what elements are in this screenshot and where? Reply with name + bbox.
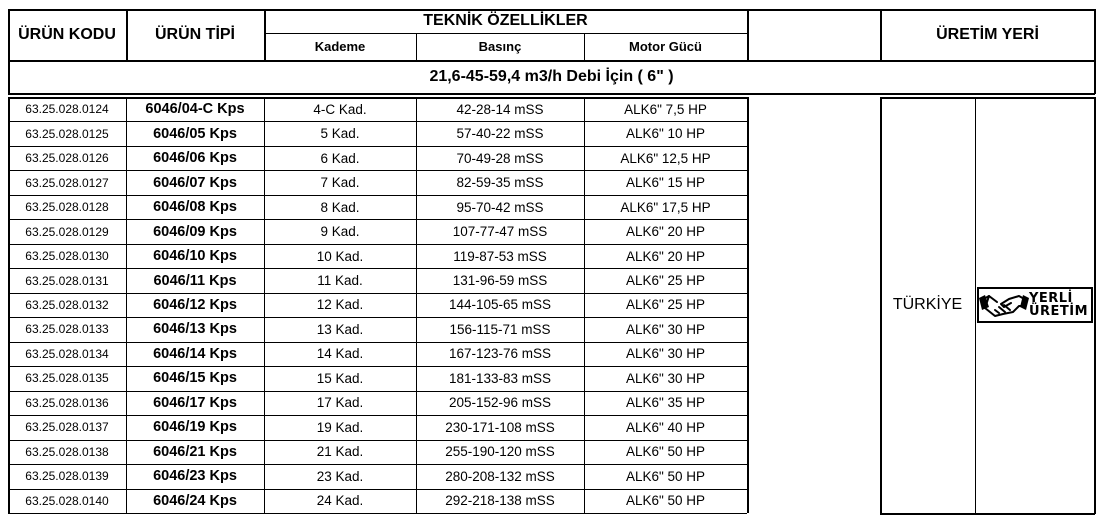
cell-code: 63.25.028.0134 <box>25 346 109 361</box>
cell-code: 63.25.028.0133 <box>25 322 109 337</box>
grid-vline <box>1094 9 1096 94</box>
grid-hline <box>8 317 747 318</box>
cell-code: 63.25.028.0130 <box>25 249 109 264</box>
cell-basinc: 107-77-47 mSS <box>452 224 548 240</box>
cell-basinc: 119-87-53 mSS <box>453 248 547 264</box>
cell-code: 63.25.028.0128 <box>25 200 109 215</box>
cell-type: 6046/23 Kps <box>153 468 237 485</box>
cell-motor: ALK6" 12,5 HP <box>620 150 711 166</box>
grid-hline <box>8 195 747 196</box>
cell-basinc: 131-96-59 mSS <box>452 273 548 289</box>
header-uretim-yeri: ÜRETİM YERİ <box>936 25 1039 43</box>
cell-type: 6046/06 Kps <box>153 150 237 167</box>
cell-kademe: 6 Kad. <box>320 150 360 166</box>
grid-vline <box>975 97 976 514</box>
cell-basinc: 82-59-35 mSS <box>456 175 544 191</box>
grid-hline <box>8 244 747 245</box>
grid-hline <box>8 464 747 465</box>
section-title: 21,6-45-59,4 m3/h Debi İçin ( 6" ) <box>429 68 674 85</box>
cell-motor: ALK6" 20 HP <box>625 224 706 240</box>
cell-motor: ALK6" 30 HP <box>625 346 706 362</box>
badge-line2: ÜRETİM <box>1028 304 1089 319</box>
grid-hline <box>8 170 747 171</box>
cell-type: 6046/24 Kps <box>153 492 237 509</box>
cell-type: 6046/14 Kps <box>153 345 237 362</box>
grid-hline <box>8 342 747 343</box>
cell-kademe: 19 Kad. <box>316 419 364 435</box>
grid-hline <box>8 146 747 147</box>
cell-code: 63.25.028.0136 <box>25 395 109 410</box>
cell-code: 63.25.028.0132 <box>25 297 109 312</box>
grid-vline <box>126 97 127 513</box>
cell-motor: ALK6" 17,5 HP <box>620 199 711 215</box>
cell-motor: ALK6" 7,5 HP <box>624 101 707 117</box>
cell-motor: ALK6" 25 HP <box>625 297 706 313</box>
cell-type: 6046/11 Kps <box>153 272 237 289</box>
grid-hline <box>8 268 747 269</box>
cell-kademe: 5 Kad. <box>320 126 360 142</box>
cell-type: 6046/12 Kps <box>153 296 237 313</box>
cell-basinc: 95-70-42 mSS <box>456 199 544 215</box>
header-urun-tipi: ÜRÜN TİPİ <box>155 25 235 43</box>
cell-motor: ALK6" 40 HP <box>625 419 706 435</box>
grid-hline <box>8 366 747 367</box>
cell-type: 6046/05 Kps <box>153 125 237 142</box>
cell-kademe: 17 Kad. <box>316 395 364 411</box>
grid-vline <box>880 9 882 60</box>
cell-motor: ALK6" 15 HP <box>625 175 706 191</box>
cell-type: 6046/19 Kps <box>153 419 237 436</box>
cell-kademe: 13 Kad. <box>316 321 364 337</box>
cell-motor: ALK6" 50 HP <box>625 444 706 460</box>
cell-code: 63.25.028.0126 <box>25 151 109 166</box>
cell-basinc: 144-105-65 mSS <box>448 297 552 313</box>
cell-kademe: 23 Kad. <box>316 468 364 484</box>
cell-kademe: 4-C Kad. <box>313 101 367 117</box>
grid-vline <box>416 33 417 60</box>
cell-type: 6046/09 Kps <box>153 223 237 240</box>
grid-vline <box>8 97 10 513</box>
cell-kademe: 24 Kad. <box>316 493 364 509</box>
grid-hline <box>8 513 747 514</box>
grid-hline <box>8 9 1095 11</box>
cell-basinc: 230-171-108 mSS <box>445 419 555 435</box>
cell-basinc: 205-152-96 mSS <box>448 395 552 411</box>
cell-kademe: 10 Kad. <box>316 248 364 264</box>
badge-line1: YERLİ <box>1028 291 1073 306</box>
cell-motor: ALK6" 30 HP <box>625 321 706 337</box>
cell-motor: ALK6" 25 HP <box>625 273 706 289</box>
grid-hline <box>264 33 747 34</box>
cell-basinc: 42-28-14 mSS <box>456 101 544 117</box>
grid-hline <box>8 97 747 99</box>
cell-basinc: 156-115-71 mSS <box>449 321 551 337</box>
grid-vline <box>416 97 417 513</box>
yerli-uretim-badge <box>975 97 1095 513</box>
grid-hline <box>8 415 747 416</box>
cell-code: 63.25.028.0138 <box>25 444 109 459</box>
cell-type: 6046/08 Kps <box>153 199 237 216</box>
cell-code: 63.25.028.0127 <box>25 175 109 190</box>
cell-type: 6046/21 Kps <box>153 443 237 460</box>
origin-country: TÜRKİYE <box>892 296 963 313</box>
cell-kademe: 11 Kad. <box>317 273 363 289</box>
cell-kademe: 12 Kad. <box>316 297 364 313</box>
grid-vline <box>584 33 585 60</box>
grid-hline <box>8 293 747 294</box>
cell-motor: ALK6" 20 HP <box>625 248 706 264</box>
cell-kademe: 21 Kad. <box>316 444 364 460</box>
grid-hline <box>8 489 747 490</box>
cell-basinc: 167-123-76 mSS <box>448 346 552 362</box>
grid-hline <box>8 93 1095 95</box>
cell-kademe: 14 Kad. <box>316 346 364 362</box>
cell-motor: ALK6" 50 HP <box>625 493 706 509</box>
cell-motor: ALK6" 50 HP <box>625 468 706 484</box>
cell-type: 6046/10 Kps <box>153 248 237 265</box>
cell-motor: ALK6" 10 HP <box>625 126 706 142</box>
cell-code: 63.25.028.0135 <box>25 371 109 386</box>
cell-motor: ALK6" 35 HP <box>625 395 706 411</box>
cell-basinc: 292-218-138 mSS <box>445 493 555 509</box>
cell-basinc: 57-40-22 mSS <box>456 126 544 142</box>
cell-code: 63.25.028.0129 <box>25 224 109 239</box>
header-teknik-ozellikler: TEKNİK ÖZELLİKLER <box>423 12 588 29</box>
cell-basinc: 280-208-132 mSS <box>445 468 555 484</box>
cell-type: 6046/15 Kps <box>153 370 237 387</box>
cell-kademe: 8 Kad. <box>320 199 360 215</box>
cell-code: 63.25.028.0131 <box>25 273 109 288</box>
header-kademe: Kademe <box>314 39 366 54</box>
cell-type: 6046/17 Kps <box>153 394 237 411</box>
cell-code: 63.25.028.0137 <box>25 420 109 435</box>
cell-basinc: 255-190-120 mSS <box>445 444 555 460</box>
grid-hline <box>8 440 747 441</box>
grid-vline <box>880 97 882 514</box>
handshake-icon <box>979 290 1029 320</box>
grid-hline <box>8 60 1095 62</box>
cell-basinc: 181-133-83 mSS <box>448 370 552 386</box>
cell-code: 63.25.028.0140 <box>25 493 109 508</box>
grid-hline <box>8 391 747 392</box>
cell-basinc: 70-49-28 mSS <box>456 150 544 166</box>
cell-code: 63.25.028.0124 <box>25 102 109 117</box>
cell-type: 6046/13 Kps <box>153 321 237 338</box>
cell-code: 63.25.028.0139 <box>25 469 109 484</box>
cell-kademe: 15 Kad. <box>316 370 364 386</box>
grid-vline <box>126 9 128 60</box>
grid-vline <box>747 9 749 60</box>
header-motor-gucu: Motor Gücü <box>629 39 702 54</box>
grid-vline <box>264 97 265 513</box>
cell-kademe: 9 Kad. <box>320 224 360 240</box>
cell-code: 63.25.028.0125 <box>25 126 109 141</box>
grid-vline <box>1094 97 1096 514</box>
grid-hline <box>880 513 1095 515</box>
grid-hline <box>8 121 747 122</box>
grid-hline <box>8 219 747 220</box>
cell-kademe: 7 Kad. <box>320 175 360 191</box>
grid-vline <box>747 97 749 513</box>
cell-type: 6046/04-C Kps <box>145 101 245 118</box>
grid-hline <box>880 97 1095 99</box>
cell-motor: ALK6" 30 HP <box>625 370 706 386</box>
header-urun-kodu: ÜRÜN KODU <box>18 25 116 43</box>
header-basinc: Basınç <box>478 39 522 54</box>
cell-type: 6046/07 Kps <box>153 174 237 191</box>
grid-vline <box>264 9 266 60</box>
grid-vline <box>8 9 10 94</box>
grid-vline <box>584 97 585 513</box>
